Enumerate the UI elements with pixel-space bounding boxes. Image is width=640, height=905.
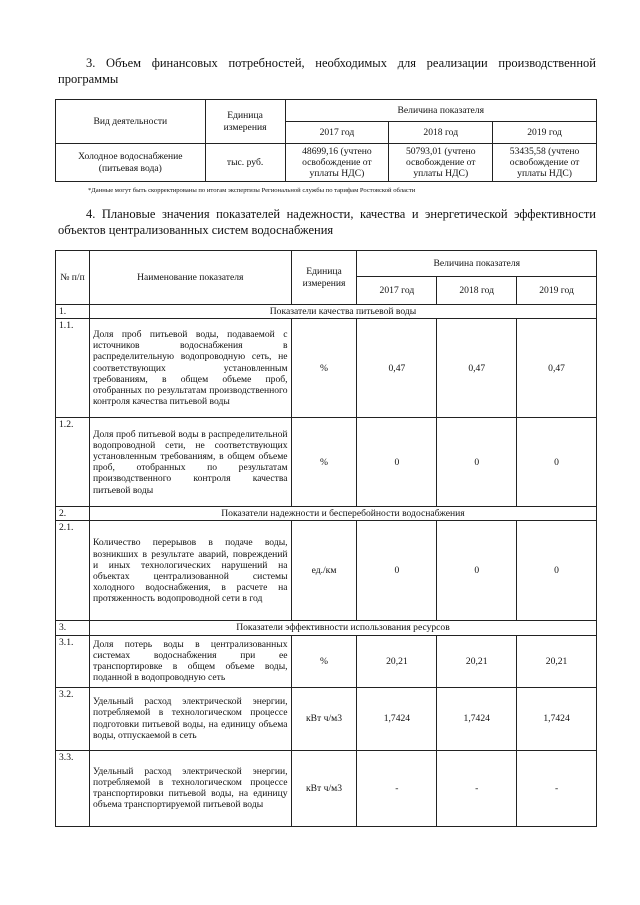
header-2017: 2017 год (285, 122, 389, 144)
row-name: Доля проб питьевой воды, подаваемой с источников водоснабжения в распределительную водопроводную сеть, не соответствующих установленным требованиям, в общем объеме проб, отобранных по результатам производственного контроля качества питьевой воды (89, 319, 291, 418)
row-2019: 0 (517, 418, 597, 507)
row-2017: 48699,16 (учтено освобождение от уплаты НДС) (285, 144, 389, 182)
row-name: Количество перерывов в подаче воды, возникших в результате аварий, повреждений и иных технологических нарушений на объектах централизованной системы холодного водоснабжения, в расчете на протяженность водопроводной сети в год (89, 521, 291, 621)
table-row (56, 319, 597, 418)
row-unit: ед./км (291, 521, 357, 621)
group-title: Показатели надежности и бесперебойности водоснабжения (89, 507, 596, 521)
row-2018: 20,21 (437, 635, 517, 687)
financial-needs-table (55, 99, 597, 182)
header-2017: 2017 год (357, 277, 437, 305)
row-unit: кВт ч/м3 (291, 750, 357, 826)
row-2018: 0 (437, 418, 517, 507)
row-2019: 20,21 (517, 635, 597, 687)
row-name: Удельный расход электрической энергии, потребляемой в технологическом процессе подготовки питьевой воды, на единицу объема воды, отпускаемой в сеть (89, 687, 291, 750)
group-row (56, 507, 597, 521)
row-2017: - (357, 750, 437, 826)
header-num: № п/п (56, 251, 90, 305)
table-row (56, 521, 597, 621)
group-row (56, 621, 597, 635)
header-2018: 2018 год (389, 122, 493, 144)
row-unit: % (291, 418, 357, 507)
row-2017: 0 (357, 418, 437, 507)
row-2019: 0 (517, 521, 597, 621)
row-name: Доля проб питьевой воды в распределительной водопроводной сети, не соответствующих установленным требованиям, в общем объеме проб, отобранных по результатам производственного контроля качества питьевой воды (89, 418, 291, 507)
section-3-title: 3. Объем финансовых потребностей, необходимых для реализации производственной программы (58, 56, 596, 86)
row-2017: 1,7424 (357, 687, 437, 750)
group-num: 3. (56, 621, 90, 635)
row-2018: 0 (437, 521, 517, 621)
row-2017: 20,21 (357, 635, 437, 687)
group-num: 1. (56, 305, 90, 319)
row-num: 2.1. (56, 521, 90, 621)
row-activity: Холодное водоснабжение (питьевая вода) (56, 144, 206, 182)
row-2019: 1,7424 (517, 687, 597, 750)
header-value: Величина показателя (285, 100, 597, 122)
header-value: Величина показателя (357, 251, 597, 277)
row-unit: кВт ч/м3 (291, 687, 357, 750)
row-name: Удельный расход электрической энергии, потребляемой в технологическом процессе транспортировки питьевой воды, на единицу объема транспортируемой питьевой воды (89, 750, 291, 826)
header-unit: Единица измерения (205, 100, 285, 144)
row-unit: % (291, 319, 357, 418)
group-num: 2. (56, 507, 90, 521)
row-2018: 50793,01 (учтено освобождение от уплаты НДС) (389, 144, 493, 182)
row-2019: - (517, 750, 597, 826)
row-num: 1.2. (56, 418, 90, 507)
group-row (56, 305, 597, 319)
table-row (56, 635, 597, 687)
row-name: Доля потерь воды в централизованных системах водоснабжения при ее транспортировке в общем объеме воды, поданной в водопроводную сеть (89, 635, 291, 687)
row-2019: 0,47 (517, 319, 597, 418)
table-row (56, 750, 597, 826)
header-2019: 2019 год (493, 122, 597, 144)
footnote: *Данные могут быть скорректированы по итогам экспертизы Региональной службы по тарифам Ростовской области (88, 187, 416, 194)
indicators-table (55, 250, 597, 827)
section-4-title: 4. Плановые значения показателей надежности, качества и энергетической эффективности объектов централизованных систем водоснабжения (58, 207, 596, 237)
row-num: 3.3. (56, 750, 90, 826)
row-2017: 0,47 (357, 319, 437, 418)
row-num: 3.1. (56, 635, 90, 687)
row-unit: % (291, 635, 357, 687)
table-row (56, 687, 597, 750)
header-unit: Единица измерения (291, 251, 357, 305)
header-2019: 2019 год (517, 277, 597, 305)
group-title: Показатели качества питьевой воды (89, 305, 596, 319)
table-row (56, 418, 597, 507)
header-name: Наименование показателя (89, 251, 291, 305)
row-2018: 0,47 (437, 319, 517, 418)
row-2018: 1,7424 (437, 687, 517, 750)
row-num: 3.2. (56, 687, 90, 750)
group-title: Показатели эффективности использования ресурсов (89, 621, 596, 635)
row-2019: 53435,58 (учтено освобождение от уплаты НДС) (493, 144, 597, 182)
row-unit: тыс. руб. (205, 144, 285, 182)
header-2018: 2018 год (437, 277, 517, 305)
row-2017: 0 (357, 521, 437, 621)
table-row (56, 144, 597, 182)
header-activity: Вид деятельности (56, 100, 206, 144)
row-num: 1.1. (56, 319, 90, 418)
row-2018: - (437, 750, 517, 826)
